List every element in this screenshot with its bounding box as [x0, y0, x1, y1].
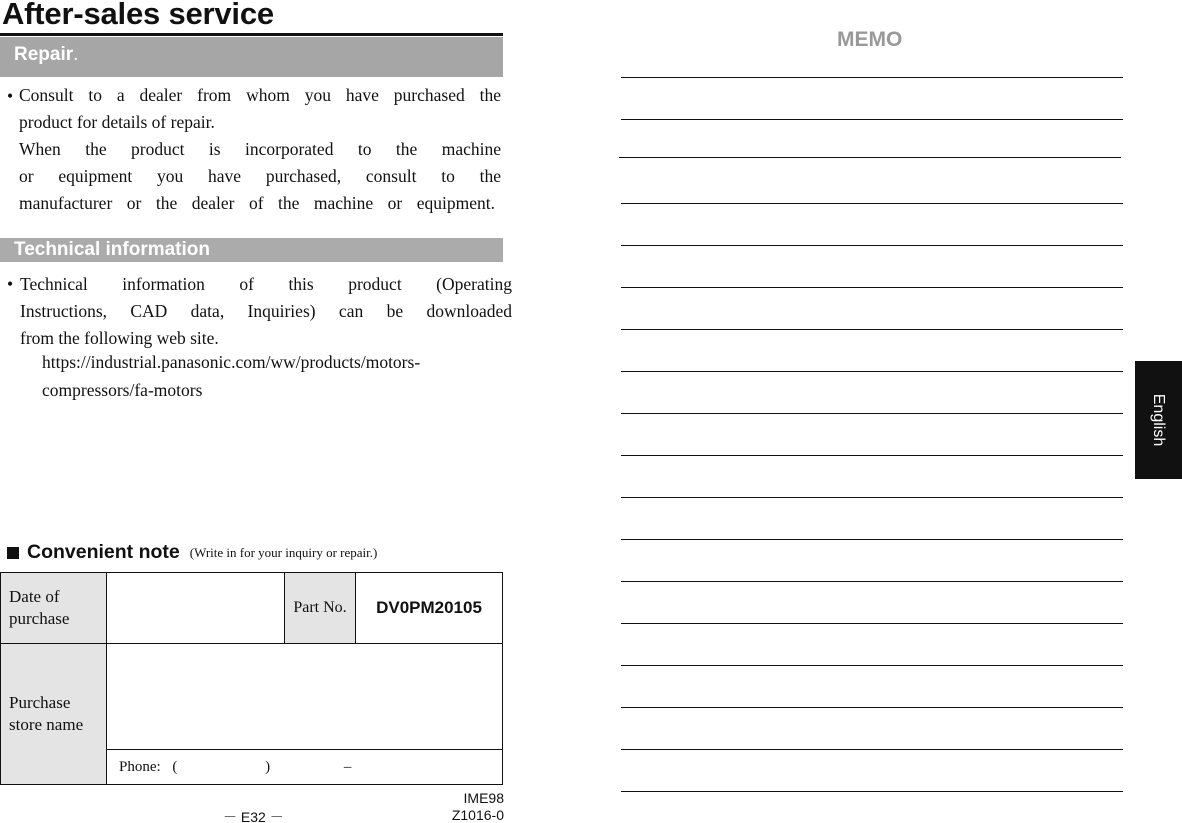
memo-line[interactable] [621, 287, 1123, 288]
purchase-store-field[interactable] [107, 644, 503, 750]
repair-line-3: When the product is incorporated to the machine [19, 139, 501, 159]
phone-close-paren: ) [265, 758, 271, 775]
convenient-note-heading [7, 541, 377, 564]
memo-line[interactable] [621, 581, 1123, 582]
technical-heading: Technical information [14, 239, 211, 260]
memo-line[interactable] [621, 245, 1123, 246]
memo-line[interactable] [621, 77, 1123, 78]
convenient-note-subtitle: (Write in for your inquiry or repair.) [189, 544, 378, 560]
memo-line[interactable] [621, 203, 1123, 204]
language-tab-label: English [1150, 393, 1168, 447]
document-code [452, 790, 504, 823]
technical-text [20, 271, 512, 352]
document-code-line-2: Z1016-0 [451, 807, 504, 823]
square-bullet-icon [7, 547, 19, 559]
repair-bullet: • [7, 86, 14, 106]
document-code-line-1: IME98 [463, 790, 504, 806]
repair-line-5: manufacturer or the dealer of the machine or equipment. [19, 193, 495, 213]
url-line-2[interactable]: compressors/fa-motors [42, 380, 203, 400]
memo-line[interactable] [621, 623, 1123, 624]
memo-line[interactable] [621, 749, 1123, 750]
phone-label: Phone: [119, 758, 161, 775]
repair-heading: Repair [14, 44, 74, 65]
repair-line-4: or equipment you have purchased, consult to the [19, 166, 501, 186]
phone-field[interactable] [107, 750, 503, 785]
convenient-note-title: Convenient note [27, 541, 180, 563]
date-of-purchase-label: Date of purchase [1, 573, 107, 644]
url-line-1[interactable]: https://industrial.panasonic.com/ww/products/motors- [42, 352, 421, 372]
date-of-purchase-field[interactable] [107, 573, 285, 644]
memo-line[interactable] [621, 497, 1123, 498]
repair-heading-suffix: . [73, 44, 79, 65]
repair-line-2: product for details of repair. [19, 112, 215, 132]
technical-heading-band [0, 238, 503, 262]
repair-text [19, 82, 501, 217]
memo-line[interactable] [621, 539, 1123, 540]
convenient-note-table [0, 572, 503, 785]
memo-title: MEMO [837, 28, 903, 51]
repair-heading-band [0, 37, 503, 77]
memo-line[interactable] [621, 455, 1123, 456]
memo-line[interactable] [621, 371, 1123, 372]
technical-line-1: Technical information of this product (Operating [20, 274, 512, 294]
repair-line-1: Consult to a dealer from whom you have purchased the [19, 85, 501, 105]
phone-open-paren: ( [172, 758, 178, 775]
part-no-label: Part No. [285, 573, 356, 644]
technical-line-3: from the following web site. [20, 328, 219, 348]
page-title: After-sales service [2, 0, 274, 31]
memo-line[interactable] [619, 157, 1121, 158]
memo-line[interactable] [621, 791, 1123, 792]
title-rule [0, 33, 503, 36]
memo-line[interactable] [621, 119, 1123, 120]
page-number: － E32 － [223, 809, 284, 823]
memo-line[interactable] [621, 707, 1123, 708]
phone-dash: – [343, 758, 352, 775]
memo-line[interactable] [621, 329, 1123, 330]
purchase-store-label: Purchase store name [1, 644, 107, 785]
memo-line[interactable] [621, 413, 1123, 414]
language-tab [1135, 361, 1182, 479]
memo-line[interactable] [621, 665, 1123, 666]
technical-line-2: Instructions, CAD data, Inquiries) can be downloaded [20, 301, 512, 321]
technical-bullet: • [7, 274, 14, 294]
part-no-value: DV0PM20105 [356, 573, 503, 644]
